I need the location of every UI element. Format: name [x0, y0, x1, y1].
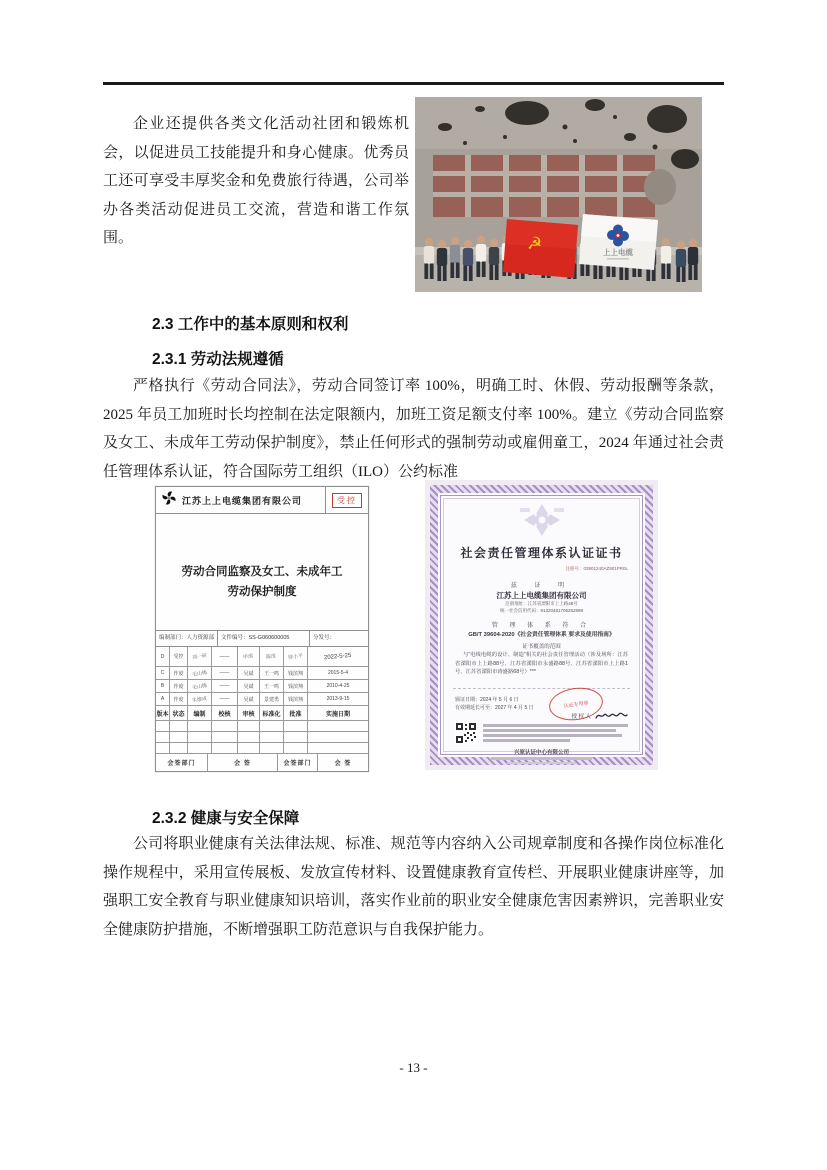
pinwheel-logo-icon — [156, 490, 182, 511]
section-heading-2-3-2: 2.3.2 健康与安全保障 — [152, 810, 300, 827]
certificate-address: 注册地址：江苏省溧阳市上上路48号 — [505, 601, 578, 606]
issuer-address-line — [491, 757, 592, 760]
page-number: - 13 - — [399, 1060, 428, 1075]
fine-print-lines — [483, 724, 628, 744]
valid-until: 有效期延长可至：2027 年 4 月 5 日 — [455, 705, 534, 711]
section-heading-2-3-1: 2.3.1 劳动法规遵循 — [152, 351, 284, 368]
authorizer-row — [571, 710, 628, 722]
section-heading-2-3: 2.3 工作中的基本原则和权利 — [152, 316, 349, 333]
revision-row-b: B 作废 毛⼭梅 —— 吴斌 王一鸣 钱滨翔 2010-4-25 — [156, 680, 368, 693]
brick-panel — [433, 155, 676, 217]
paragraph-health-safety: 公司将职业健康有关法律法规、标准、规范等内容纳入公司规章制度和各操作岗位标准化操作规程中，采用宣传展板、发放宣传材料、设置健康教育宣传栏、开展职业健康讲座等，加强职工安全教育与职业健康知识培训，落实作业前的职业安全健康危害因素辨识，完善职业安全健康防护措施，不断增强职工防范意识与自我保护能力。 — [103, 836, 724, 938]
empty-row — [156, 721, 368, 732]
certificate-emblem-icon — [520, 502, 564, 543]
doc-meta-row — [156, 630, 368, 647]
empty-row — [156, 732, 368, 743]
certificate-company: 江苏上上电缆集团有限公司 — [496, 591, 587, 600]
intro-paragraph: 企业还提供各类文化活动社团和锻炼机会，以促进员工技能提升和身心健康。优秀员工还可享受丰厚奖金和免费旅行待遇，公司举办各类活动促进员工交流，营造和谐工作氛围。 — [103, 116, 409, 246]
doc-stamp-box — [325, 487, 368, 513]
doc-meta-number: 文件编号：SS-G060600005 — [218, 631, 310, 646]
issuer-address-line2 — [507, 762, 575, 764]
doc-signoff-row: 会签部门 会 签 会签部门 会 签 — [156, 754, 368, 771]
party-flag-icon — [503, 219, 578, 278]
certify-label: 兹 证 明 — [510, 583, 573, 589]
revision-row-c: C 作废 毛⼭梅 —— 吴斌 王一鸣 钱滨翔 2015-5-4 — [156, 667, 368, 680]
certificate-scope: 与“电线电缆的设计、制造”相关的社会责任管理活动（涉及场所：江苏省溧阳市上上路88号、江苏省溧阳市永盛路88号、江苏省溧阳市上上路1号、江苏省溧阳市涛盛路68号）*** — [455, 652, 628, 675]
certificate-standard: GB/T 39604-2020《社会责任管理体系 要求及使用指南》 — [468, 632, 615, 638]
svg-text:☭: ☭ — [527, 234, 543, 254]
certificate-reg-no: 注册号：03901240AZ901PR0L — [565, 566, 628, 571]
doc-header — [156, 487, 368, 514]
group-photo-illustration — [415, 97, 702, 292]
red-stamp-icon: 认证专用章 — [547, 684, 605, 723]
controlled-stamp: 受控 — [332, 493, 362, 508]
revision-row-d: D 受控 刘⼀研 —— 申清 陈度 徐⼩平 2022-5-25 — [156, 647, 368, 667]
flag-label: 上上电缆 — [603, 248, 633, 257]
header-rule — [103, 82, 724, 85]
certificate-dates — [455, 696, 534, 712]
authorizer-label: 授 权 人 — [571, 714, 591, 720]
policy-document-scan — [155, 486, 369, 772]
certificate-title: 社会责任管理体系认证证书 — [460, 546, 623, 560]
certificate-scan — [425, 480, 658, 770]
doc-meta-dist: 分发号： — [313, 635, 336, 641]
certificate-credit-code: 统一社会信用代码：91320481706252898 — [499, 608, 584, 613]
revision-header-row: 版本 状态 编制 校核 审核 标准化 批准 实施日期 — [156, 706, 368, 721]
doc-meta-dept: 编制部门：人力资源部 — [156, 631, 218, 646]
scope-label: 证书覆盖的范围 — [522, 644, 561, 650]
revision-row-a: A 作废 朱维成 —— 吴斌 景建勇 钱滨翔 2013-9-15 — [156, 693, 368, 706]
doc-title-box — [156, 514, 368, 630]
issue-date: 颁证日期：2024 年 5 月 6 日 — [455, 697, 519, 703]
doc-company-name: 江苏上上电缆集团有限公司 — [182, 495, 303, 506]
qr-code-icon — [455, 722, 477, 749]
paragraph-labor-law: 严格执行《劳动合同法》，劳动合同签订率 100%，明确工时、休假、劳动报酬等条款，2025 年员工加班时长均控制在法定限额内，加班工资足额支付率 100%。建立《劳动合同监察及女工、未成年工劳动保护制度》，禁止任何形式的强制劳动或雇佣童工，2024 年通过社会责任管理体系认证，符合国际劳工组织（ILO）公约标准 — [103, 378, 724, 480]
company-flag-icon — [579, 214, 658, 270]
signature-icon — [594, 710, 628, 722]
doc-title-line1: 劳动合同监察及女工、未成年工 — [181, 566, 343, 578]
doc-title-line2: 劳动保护制度 — [227, 586, 297, 598]
group-photo — [415, 97, 702, 292]
certificate-issuer: 兴原认证中心有限公司 — [513, 750, 569, 756]
certificate-separator — [453, 688, 630, 689]
empty-row — [156, 743, 368, 754]
certificate-border — [430, 485, 653, 765]
system-conform-label: 管 理 体 系 符 合 — [491, 623, 592, 629]
